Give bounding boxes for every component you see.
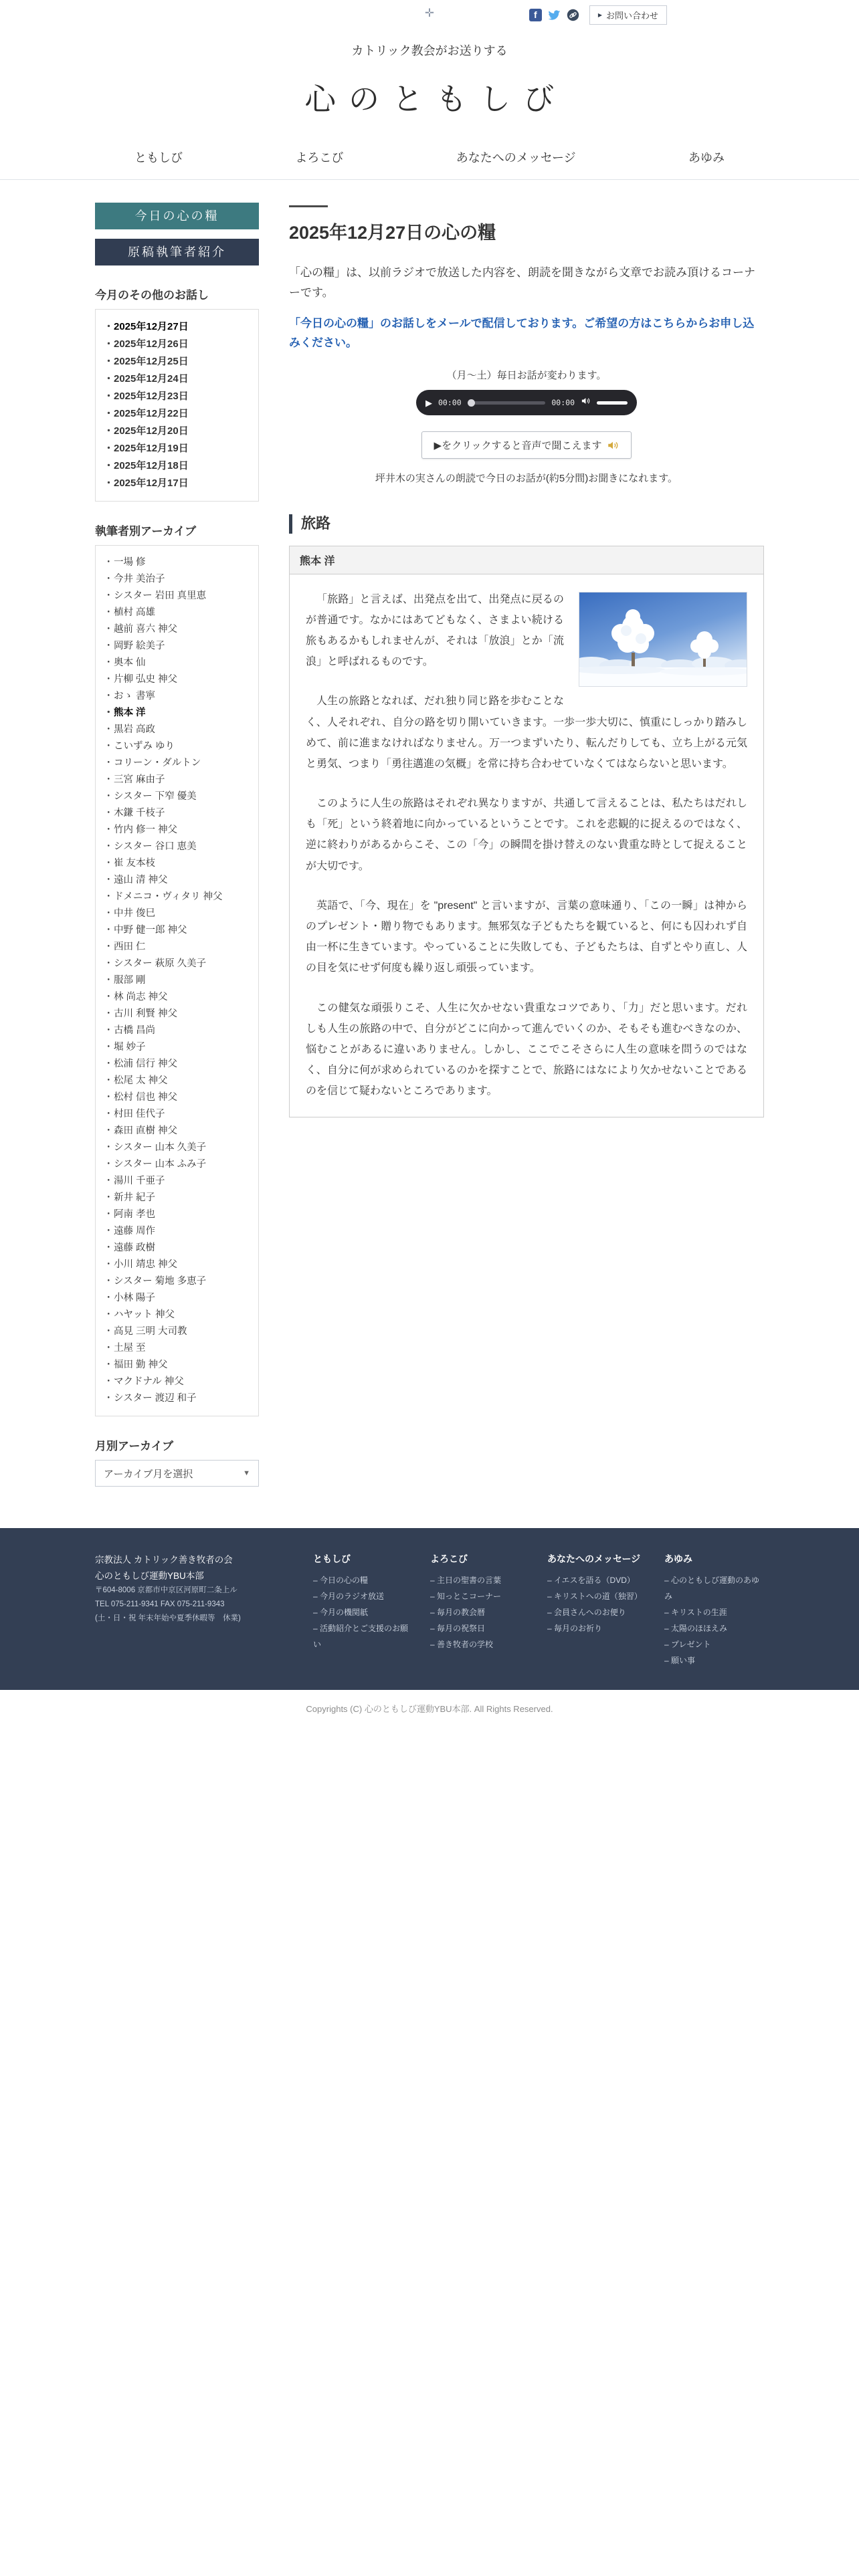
date-link[interactable]: ・ 2025年12月27日 [104,318,250,336]
current-time: 00:00 [438,398,462,407]
article-body [290,574,763,1117]
footer-link[interactable]: – キリストへの道（独習） [547,1588,647,1604]
footer-link[interactable]: – プレゼント [664,1636,764,1652]
article-title: 旅路 [289,514,764,534]
twitter-icon[interactable] [548,9,561,21]
footer-col-title: あゆみ [664,1553,692,1564]
writer-link[interactable]: ・ シスター 谷口 恵美 [104,839,250,855]
writer-link[interactable]: ・ 土屋 至 [104,1340,250,1357]
footer-col-title: よろこび [430,1553,468,1564]
writer-link[interactable]: ・ 阿南 孝也 [104,1206,250,1223]
article-paragraph: 英語で、「今、現在」を "present" と言いますが、言葉の意味通り、「この一瞬」は神からのプレゼント・贈り物でもあります。無邪気な子どもたちを観ていると、何にも囚われず自由一杯に生きています。やっていることに失敗しても、子どもたちは、自ずとやり直し、人の目を気にせず何度も繰り返し頑張っています。 [306,899,747,974]
writer-link[interactable]: ・ 三宮 麻由子 [104,772,250,788]
date-link[interactable]: ・ 2025年12月26日 [104,336,250,353]
writer-link[interactable]: ・ 竹内 修一 神父 [104,822,250,839]
date-link[interactable]: ・ 2025年12月24日 [104,370,250,388]
nav-item[interactable]: よろこび [295,151,344,165]
footer-col-title: あなたへのメッセージ [547,1553,641,1564]
writer-link[interactable]: ・ おゝ 書寧 [104,688,250,705]
writer-link[interactable]: ・ マクドナル 神父 [104,1374,250,1390]
footer-org-info [95,1552,296,1669]
writer-link[interactable]: ・ シスター 山本 ふみ子 [104,1156,250,1173]
writer-link[interactable]: ・ 古川 利賢 神父 [104,1006,250,1023]
writer-link[interactable]: ・ 湯川 千亜子 [104,1173,250,1190]
writer-link[interactable]: ・ シスター 菊地 多恵子 [104,1273,250,1290]
writer-link[interactable]: ・ 福田 勤 神父 [104,1357,250,1374]
footer-link[interactable]: – 今月のラジオ放送 [313,1588,413,1604]
date-link[interactable]: ・ 2025年12月20日 [104,423,250,440]
copyright: Copyrights (C) 心のともしび運動YBU本部. All Rights Reserved. [306,1704,553,1714]
contact-button[interactable] [589,5,667,25]
header [0,41,859,180]
article-box [289,546,764,1117]
listen-button-label: ▶をクリックすると音声で聞こえます [434,440,602,451]
writer-link[interactable]: ・ 中野 健一郎 神父 [104,922,250,939]
seek-bar[interactable] [468,401,546,405]
narration-note: 坪井木の実さんの朗読で今日のお話が(約5分間)お聞きになれます。 [375,473,678,484]
org-name-line2: 心のともしび運動YBU本部 [95,1570,204,1581]
date-link[interactable]: ・ 2025年12月22日 [104,405,250,423]
writer-link[interactable]: ・ 遠山 清 神父 [104,872,250,889]
writer-link[interactable]: ・ ドメニコ・ヴィタリ 神父 [104,889,250,905]
writer-link[interactable]: ・ 松浦 信行 神父 [104,1056,250,1073]
footer-col-message [547,1552,647,1669]
footer-link-list [313,1572,413,1652]
writer-link[interactable]: ・ 高見 三明 大司教 [104,1323,250,1340]
writer-link[interactable]: ・ 小川 靖忠 神父 [104,1257,250,1273]
snow-trees-photo [579,592,747,687]
date-link[interactable]: ・ 2025年12月25日 [104,353,250,370]
writer-link[interactable]: ・ 中井 俊巳 [104,905,250,922]
writer-link[interactable]: ・ 木鎌 千枝子 [104,805,250,822]
writer-link[interactable]: ・ 森田 直樹 神父 [104,1123,250,1140]
site-tagline: カトリック教会がお送りする [351,44,508,58]
article-paragraph: 人生の旅路となれば、だれ独り同じ路を歩むことなく、人それぞれ、自分の路を切り開いていきます。一歩一歩大切に、慎重にしっかり踏みしめて、前に進まなければなりません。万一つまずいたり、転んだりしても、立ち上がる元気と勇気、つまり「勇往邁進の気概」を常に持ち合わせていなくてはならないと思います。 [306,695,747,770]
writer-link[interactable]: ・ 遠藤 周作 [104,1223,250,1240]
writer-link[interactable]: ・ 奥本 仙 [104,655,250,671]
org-tel: TEL 075-211-9341 FAX 075-211-9343 [95,1600,225,1608]
date-link[interactable]: ・ 2025年12月18日 [104,457,250,475]
writer-link[interactable]: ・ 小林 陽子 [104,1290,250,1307]
cross-ornament-icon: ✛ [424,7,435,19]
footer-link[interactable]: – 毎月の祝祭日 [430,1620,530,1636]
arrow-icon: ▶ [597,12,602,18]
article-paragraph: この健気な頑張りこそ、人生に欠かせない貴重なコツであり、「力」だと思います。だれしも人生の旅路の中で、自分がどこに向かって進んでいくのか、そもそも進むべきなのか、悩むことがあるに違いありません。しかし、ここでこそさらに人生の意味を問うのではなく、自分に何が求められているのかを探すことで、旅路にはなにより欠かせないことであるのを信じて疑わないところであります。 [306,1002,747,1097]
article-paragraph: 「旅路」と言えば、出発点を出て、出発点に戻るのが普通です。なかにはあてどもなく、さまよい続ける旅もあるかもしれませんが、それは「放浪」とか「流浪」と呼ばれるものです。 [306,593,564,668]
footer-link[interactable]: – イエスを語る（DVD） [547,1572,647,1588]
nav-list [95,138,764,179]
writer-link[interactable]: ・ 一場 修 [104,554,250,571]
date-link[interactable]: ・ 2025年12月23日 [104,388,250,405]
audio-player [416,390,637,415]
monthly-talks-list [104,318,250,492]
footer-link[interactable]: – 今月の機関紙 [313,1604,413,1620]
site-title: 心のともしび [304,82,567,116]
sidebar [95,203,259,1487]
writer-link[interactable]: ・ 古橋 昌尚 [104,1023,250,1039]
main-column [289,203,764,1117]
writer-link[interactable]: ・ シスター 下窄 優美 [104,788,250,805]
footer-link[interactable]: – 心のともしび運動のあゆみ [664,1572,764,1604]
footer-link-list [430,1572,530,1652]
writer-link[interactable]: ・ 新井 紀子 [104,1190,250,1206]
writer-link[interactable]: ・ 林 尚志 神父 [104,989,250,1006]
archive-month-select[interactable] [95,1460,259,1487]
writer-link[interactable]: ・ コリーン・ダルトン [104,755,250,772]
footer-link-list [547,1572,647,1636]
monthly-talks-box [95,309,259,502]
footer-col-title: ともしび [313,1553,351,1564]
intro-text: 「心の糧」は、以前ラジオで放送した内容を、朗読を聞きながら文章でお読み頂けるコーナーです。 [289,266,755,299]
facebook-icon[interactable]: f [529,9,542,21]
footer-link[interactable]: – 会員さんへのお便り [547,1604,647,1620]
writer-link[interactable]: ・ 岡野 絵美子 [104,638,250,655]
footer-col-tomoshibi [313,1552,413,1669]
writers-archive-box [95,545,259,1416]
footer-link[interactable]: – 善き牧者の学校 [430,1636,530,1652]
footer-link[interactable]: – 願い事 [664,1652,764,1669]
writer-link[interactable]: ・ シスター 渡辺 和子 [104,1390,250,1407]
monthly-archive-heading: 月別アーカイブ [95,1440,174,1453]
footer-link-list [664,1572,764,1669]
writers-archive-list [104,554,250,1407]
nav-item[interactable]: ともしび [134,151,183,165]
writer-link[interactable]: ・ ハヤット 神父 [104,1307,250,1323]
footer-link[interactable]: – キリストの生涯 [664,1604,764,1620]
topbar [95,0,764,29]
mute-button[interactable] [581,396,591,409]
writer-link[interactable]: ・ こいずみ ゆり [104,738,250,755]
date-link[interactable]: ・ 2025年12月19日 [104,440,250,457]
footer-link[interactable]: – 知っとこコーナー [430,1588,530,1604]
org-name-line1: 宗教法人 カトリック善き牧者の会 [95,1555,233,1565]
date-link[interactable]: ・ 2025年12月17日 [104,475,250,492]
nav-item[interactable]: あなたへのメッセージ [456,151,576,165]
writers-archive-heading: 執筆者別アーカイブ [95,525,197,538]
footer-link[interactable]: – 太陽のほほえみ [664,1620,764,1636]
topbar-actions [529,5,667,25]
page-title: 2025年12月27日の心の糧 [289,223,496,243]
mail-subscribe-link[interactable]: 「今日の心の糧」のお話しをメールで配信しております。ご希望の方はこちらからお申し込みください。 [289,316,755,350]
monthly-talks-heading: 今月のその他のお話し [95,289,209,302]
duration: 00:00 [551,398,575,407]
footer-link[interactable]: – 今日の心の糧 [313,1572,413,1588]
writer-link[interactable]: ・ 崔 友本枝 [104,855,250,872]
chevron-down-icon: ▼ [243,1469,250,1477]
main-nav [0,138,859,180]
article-paragraph: このように人生の旅路はそれぞれ異なりますが、共通して言えることは、私たちはだれしも「死」という終着地に向かっているということです。これを悲観的に捉えるのではなく、逆に終わりがあるからこそ、この「今」の瞬間を掛け替えのない貴重な時として捉えることが大切です。 [306,798,747,872]
writer-link[interactable]: ・ 黒岩 高政 [104,722,250,738]
writer-link[interactable]: ・ シスター 岩田 真里恵 [104,588,250,605]
nav-item[interactable]: あゆみ [688,151,725,165]
writer-link[interactable]: ・ 村田 佳代子 [104,1106,250,1123]
volume-bar[interactable] [597,401,628,405]
writer-link[interactable]: ・ 西田 仁 [104,939,250,956]
writer-link[interactable]: ・ 植村 高雄 [104,605,250,621]
sidebar-today-button[interactable]: 今日の心の糧 [95,203,259,229]
archive-select-value: アーカイブ月を選択 [104,1468,193,1480]
org-address: 〒604-8006 京都市中京区河原町二条上ル [95,1586,237,1595]
writer-link[interactable]: ・ 今井 美治子 [104,571,250,588]
link-icon[interactable] [567,9,579,21]
play-button[interactable]: ▶ [425,397,432,408]
footer-link[interactable]: – 主日の聖書の言葉 [430,1572,530,1588]
contact-label: お問い合わせ [605,11,658,21]
footer-col-yorokobi [430,1552,530,1669]
speaker-icon [607,439,619,451]
article-author: 熊本 洋 [290,546,763,574]
org-closed-note: (土・日・祝 年末年始や夏季休暇等 休業) [95,1614,241,1622]
writer-link[interactable]: ・ シスター 萩原 久美子 [104,956,250,972]
schedule-note: （月～土）毎日お話が変わります。 [446,370,607,381]
writer-link[interactable]: ・ 松村 信也 神父 [104,1089,250,1106]
footer [0,1528,859,1690]
footer-link[interactable]: – 活動紹介とご支援のお願い [313,1620,413,1652]
writer-link[interactable]: ・ 松尾 太 神父 [104,1073,250,1089]
listen-button[interactable] [421,431,632,459]
title-rule [289,205,328,207]
writer-link[interactable]: ・ シスター 山本 久美子 [104,1140,250,1156]
footer-link[interactable]: – 毎月の教会暦 [430,1604,530,1620]
writer-link[interactable]: ・ 越前 喜六 神父 [104,621,250,638]
writer-link[interactable]: ・ 服部 剛 [104,972,250,989]
sidebar-writers-button[interactable]: 原稿執筆者紹介 [95,239,259,265]
writer-link[interactable]: ・ 堀 妙子 [104,1039,250,1056]
writer-link[interactable]: ・ 熊本 洋 [104,705,250,722]
content-container [95,180,764,1487]
footer-link[interactable]: – 毎月のお祈り [547,1620,647,1636]
writer-link[interactable]: ・ 遠藤 政樹 [104,1240,250,1257]
writer-link[interactable]: ・ 片柳 弘史 神父 [104,671,250,688]
footer-col-ayumi [664,1552,764,1669]
